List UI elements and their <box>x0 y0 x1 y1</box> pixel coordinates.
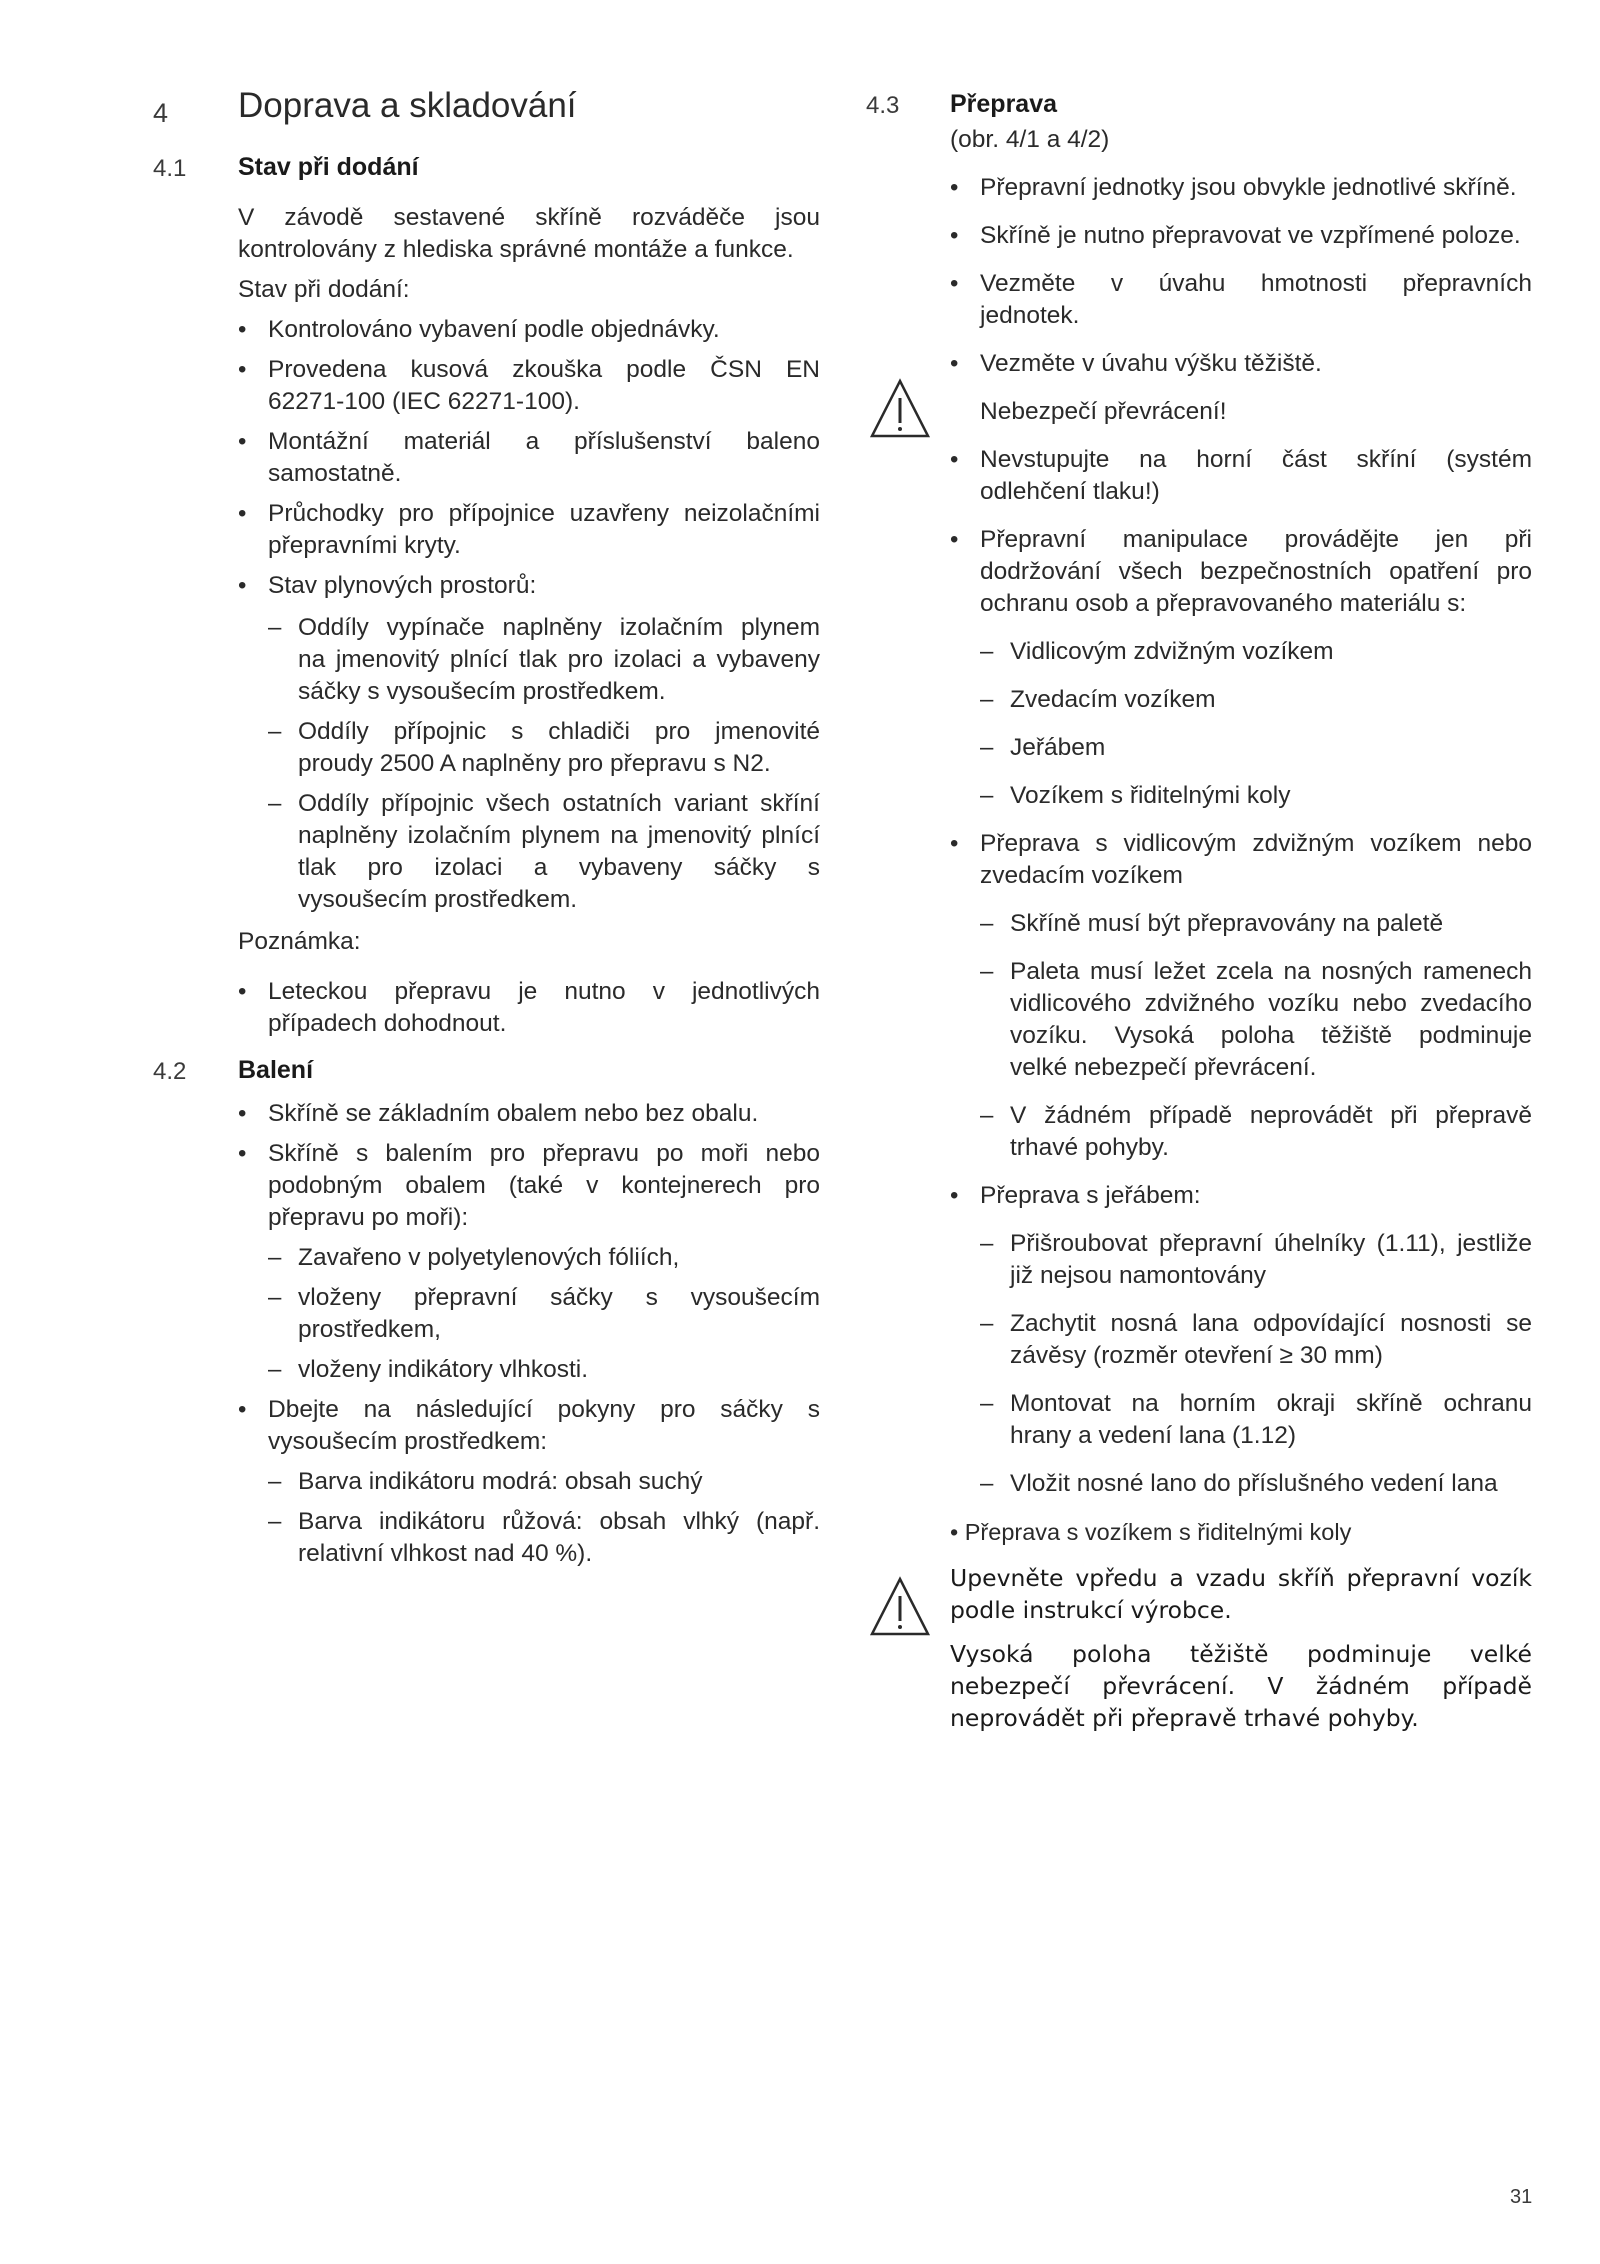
list-item: Montážní materiál a příslušenství baleno <box>268 428 820 455</box>
list-item: přepravu po moři): <box>268 1204 469 1231</box>
list-item: podobným obalem (také v kontejnerech pro <box>268 1172 820 1199</box>
bullet-icon: • <box>950 350 959 377</box>
sub-item: prostředkem, <box>298 1316 441 1343</box>
list-item: Přeprava s jeřábem: <box>980 1182 1201 1209</box>
sub-item: Oddíly přípojnic všech ostatních variant skříní <box>298 790 820 817</box>
list-item: přepravními kryty. <box>268 532 461 559</box>
sub-item: Montovat na horním okraji skříně ochranu <box>1010 1390 1532 1417</box>
chapter-number: 4 <box>153 98 169 128</box>
list-item: případech dohodnout. <box>268 1010 507 1037</box>
list-item: Přeprava s vidlicovým zdvižným vozíkem nebo <box>980 830 1532 857</box>
bullet-icon: • <box>950 174 959 201</box>
sub-item: velké nebezpečí převrácení. <box>1010 1054 1317 1081</box>
chapter-title: Doprava a skladování <box>238 86 577 125</box>
sub-item: Oddíly vypínače naplněny izolačním plynem <box>298 614 820 641</box>
sub-item: na jmenovitý plnící tlak pro izolaci a vybaveny <box>298 646 820 673</box>
dash-icon: – <box>268 790 282 817</box>
section-4-3-number: 4.3 <box>866 92 900 119</box>
dash-icon: – <box>268 1244 282 1271</box>
bullet-icon: • <box>950 526 959 553</box>
sub-item: Skříně musí být přepravovány na paletě <box>1010 910 1444 937</box>
dash-icon: – <box>268 1468 282 1495</box>
dash-icon: – <box>980 958 994 985</box>
dash-icon: – <box>980 1310 994 1337</box>
sub-item: sáčky s vysoušecím prostředkem. <box>298 678 666 705</box>
sub-item: trhavé pohyby. <box>1010 1134 1169 1161</box>
warning-text: Nebezpečí převrácení! <box>980 398 1227 425</box>
dash-icon: – <box>980 638 994 665</box>
list-item: Skříně je nutno přepravovat ve vzpřímené poloze. <box>980 222 1521 249</box>
warning-text: neprovádět při přepravě trhavé pohyby. <box>950 1704 1419 1732</box>
bullet-icon: • <box>950 1182 959 1209</box>
section-4-3-title: Přeprava <box>950 90 1058 118</box>
list-item: Leteckou přepravu je nutno v jednotlivých <box>268 978 820 1005</box>
list-item: Vezměte v úvahu výšku těžiště. <box>980 350 1322 377</box>
sub-item: tlak pro izolaci a vybaveny sáčky s <box>298 854 820 881</box>
bullet-icon: • <box>238 428 247 455</box>
section-4-2-number: 4.2 <box>153 1058 187 1085</box>
sub-item: Vozíkem s řiditelnými koly <box>1010 782 1291 809</box>
bullet-icon: • <box>950 830 959 857</box>
list-item: vysoušecím prostředkem: <box>268 1428 548 1455</box>
section-4-1-title: Stav při dodání <box>238 153 419 181</box>
sub-item: vysoušecím prostředkem. <box>298 886 578 913</box>
warning-text: podle instrukcí výrobce. <box>950 1596 1232 1624</box>
bullet-icon: • <box>950 270 959 297</box>
list-item: Přepravní jednotky jsou obvykle jednotlivé skříně. <box>980 174 1517 201</box>
s41-delivery-label: Stav při dodání: <box>238 276 410 303</box>
list-item: Přepravní manipulace provádějte jen při <box>980 526 1532 553</box>
sub-item: Barva indikátoru modrá: obsah suchý <box>298 1468 703 1495</box>
bullet-icon: • <box>238 978 247 1005</box>
sub-item: proudy 2500 A naplněny pro přepravu s N2. <box>298 750 771 777</box>
dash-icon: – <box>268 718 282 745</box>
bullet-icon: • <box>238 316 247 343</box>
sub-item: vidlicového zdvižného vozíku nebo zvedacího <box>1010 990 1532 1017</box>
sub-item: Jeřábem <box>1010 734 1106 761</box>
sub-item: Zvedacím vozíkem <box>1010 686 1216 713</box>
dash-icon: – <box>268 1284 282 1311</box>
sub-item: Paleta musí ležet zcela na nosných ramenech <box>1010 958 1532 985</box>
dash-icon: – <box>268 1356 282 1383</box>
list-item: odlehčení tlaku!) <box>980 478 1160 505</box>
warning-triangle-icon <box>869 1576 931 1638</box>
dash-icon: – <box>268 1508 282 1535</box>
section-4-3-subtitle: (obr. 4/1 a 4/2) <box>950 126 1110 153</box>
list-item: • Přeprava s vozíkem s řiditelnými koly <box>950 1519 1352 1545</box>
sub-item: závěsy (rozměr otevření ≥ 30 mm) <box>1010 1342 1383 1369</box>
sub-item: relativní vlhkost nad 40 %). <box>298 1540 593 1567</box>
warning-triangle-icon <box>869 378 931 440</box>
sub-item: Přišroubovat přepravní úhelníky (1.11), jestliže <box>1010 1230 1532 1257</box>
list-item: Stav plynových prostorů: <box>268 572 537 599</box>
dash-icon: – <box>980 782 994 809</box>
sub-item: Zachytit nosná lana odpovídající nosnosti se <box>1010 1310 1532 1337</box>
sub-item: Vidlicovým zdvižným vozíkem <box>1010 638 1334 665</box>
list-item: Skříně se základním obalem nebo bez obalu. <box>268 1100 759 1127</box>
list-item: Nevstupujte na horní část skříní (systém <box>980 446 1532 473</box>
list-item: samostatně. <box>268 460 402 487</box>
sub-item: V žádném případě neprovádět při přepravě <box>1010 1102 1532 1129</box>
bullet-icon: • <box>238 356 247 383</box>
sub-item: naplněny izolačním plynem na jmenovitý plnící <box>298 822 820 849</box>
list-item: ochranu osob a přepravovaného materiálu s: <box>980 590 1467 617</box>
sub-item: hrany a vedení lana (1.12) <box>1010 1422 1297 1449</box>
section-4-2-title: Balení <box>238 1056 314 1084</box>
dash-icon: – <box>980 910 994 937</box>
list-item: Dbejte na následující pokyny pro sáčky s <box>268 1396 820 1423</box>
bullet-icon: • <box>950 446 959 473</box>
list-item: jednotek. <box>980 302 1080 329</box>
sub-item: Barva indikátoru růžová: obsah vlhký (např. <box>298 1508 820 1535</box>
sub-item: vozíku. Vysoká poloha těžiště podminuje <box>1010 1022 1532 1049</box>
s41-paragraph-line: V závodě sestavené skříně rozváděče jsou <box>238 204 820 231</box>
bullet-icon: • <box>238 1140 247 1167</box>
dash-icon: – <box>980 1230 994 1257</box>
page-number: 31 <box>1510 2186 1533 2208</box>
bullet-icon: • <box>238 500 247 527</box>
warning-text: Vysoká poloha těžiště podminuje velké <box>950 1640 1532 1668</box>
bullet-icon: • <box>238 572 247 599</box>
list-item: Vezměte v úvahu hmotnosti přepravních <box>980 270 1532 297</box>
sub-item: vloženy indikátory vlhkosti. <box>298 1356 589 1383</box>
s41-paragraph-line: kontrolovány z hlediska správné montáže a funkce. <box>238 236 794 263</box>
list-item: Provedena kusová zkouška podle ČSN EN <box>268 356 820 383</box>
note-label: Poznámka: <box>238 928 361 955</box>
list-item: Skříně s balením pro přepravu po moři nebo <box>268 1140 820 1167</box>
list-item: zvedacím vozíkem <box>980 862 1183 889</box>
list-item: 62271-100 (IEC 62271-100). <box>268 388 580 415</box>
bullet-icon: • <box>950 222 959 249</box>
dash-icon: – <box>980 686 994 713</box>
sub-item: vloženy přepravní sáčky s vysoušecím <box>298 1284 820 1311</box>
sub-item: již nejsou namontovány <box>1010 1262 1267 1289</box>
sub-item: Vložit nosné lano do příslušného vedení lana <box>1010 1470 1498 1497</box>
sub-item: Oddíly přípojnic s chladiči pro jmenovité <box>298 718 820 745</box>
dash-icon: – <box>980 1390 994 1417</box>
bullet-icon: • <box>238 1100 247 1127</box>
list-item: Průchodky pro přípojnice uzavřeny neizolačními <box>268 500 820 527</box>
sub-item: Zavařeno v polyetylenových fóliích, <box>298 1244 680 1271</box>
bullet-icon: • <box>238 1396 247 1423</box>
dash-icon: – <box>980 1470 994 1497</box>
list-item: Kontrolováno vybavení podle objednávky. <box>268 316 720 343</box>
dash-icon: – <box>980 1102 994 1129</box>
section-4-1-number: 4.1 <box>153 155 187 182</box>
warning-text: Upevněte vpředu a vzadu skříň přepravní vozík <box>950 1564 1532 1592</box>
warning-text: nebezpečí převrácení. V žádném případě <box>950 1672 1532 1700</box>
dash-icon: – <box>268 614 282 641</box>
list-item: dodržování všech bezpečnostních opatření pro <box>980 558 1532 585</box>
dash-icon: – <box>980 734 994 761</box>
